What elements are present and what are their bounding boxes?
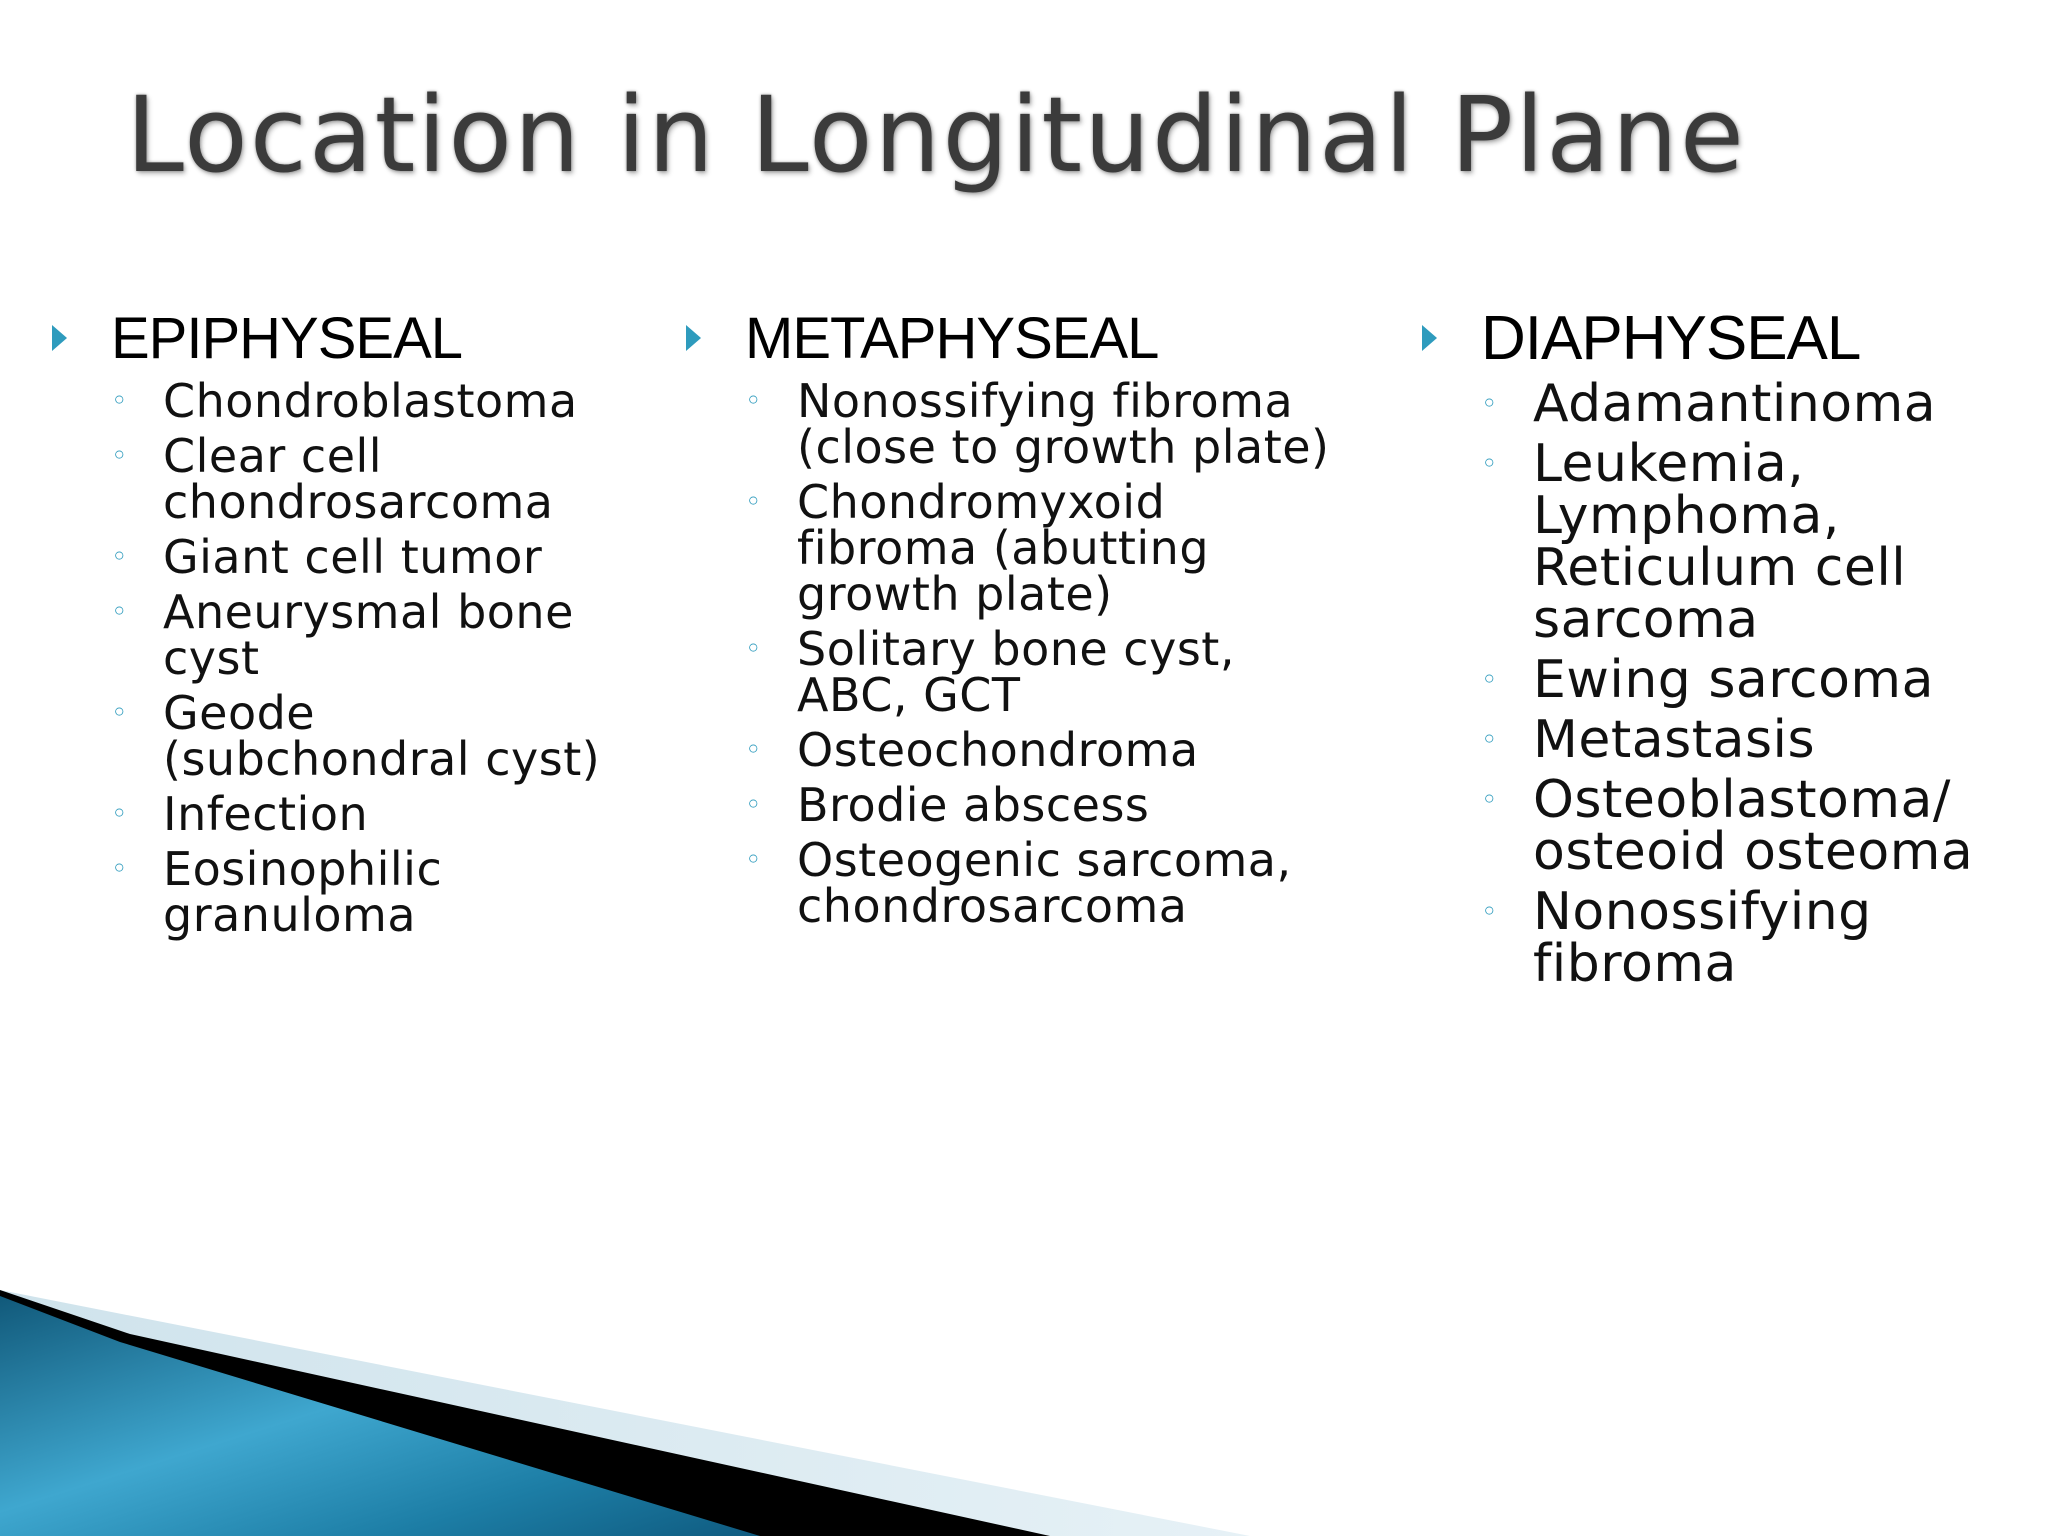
list-item: ◦ Metastasis (1481, 710, 1816, 770)
hollow-circle-icon: ◦ (111, 540, 129, 573)
list-item: ◦ Geode (subchondral cyst) (111, 686, 601, 786)
column-diaphyseal (1414, 298, 2014, 998)
hollow-circle-icon: ◦ (111, 439, 129, 472)
hollow-circle-icon: ◦ (745, 843, 763, 876)
item-list (1414, 374, 2014, 994)
hollow-circle-icon: ◦ (1481, 783, 1499, 816)
hollow-circle-icon: ◦ (1481, 723, 1499, 756)
hollow-circle-icon: ◦ (745, 788, 763, 821)
column-heading: DIAPHYSEAL (1481, 303, 1861, 373)
list-item: ◦ Clear cell chondrosarcoma (111, 429, 554, 529)
list-item: ◦ Infection (111, 787, 369, 841)
hollow-circle-icon: ◦ (111, 797, 129, 830)
hollow-circle-icon: ◦ (745, 485, 763, 518)
list-item: ◦ Chondromyxoid fibroma (abutting growth plate) (745, 475, 1210, 621)
hollow-circle-icon: ◦ (745, 632, 763, 665)
hollow-circle-icon: ◦ (1481, 663, 1499, 696)
triangle-right-icon (686, 325, 701, 351)
list-item: ◦ Leukemia, Lymphoma, Reticulum cell sarcoma (1481, 434, 1907, 650)
list-item: ◦ Aneurysmal bone cyst (111, 585, 574, 685)
triangle-right-icon (52, 325, 67, 351)
list-item: ◦ Adamantinoma (1481, 374, 1937, 434)
hollow-circle-icon: ◦ (1481, 895, 1499, 928)
list-item: ◦ Eosinophilic granuloma (111, 842, 443, 942)
triangle-right-icon (1422, 325, 1437, 351)
list-item: ◦ Osteoblastoma/ osteoid osteoma (1481, 770, 1974, 882)
hollow-circle-icon: ◦ (111, 384, 129, 417)
item-list (678, 374, 1358, 933)
column-heading: METAPHYSEAL (745, 305, 1159, 371)
list-item: ◦ Osteochondroma (745, 723, 1199, 777)
list-item: ◦ Giant cell tumor (111, 530, 543, 584)
column-heading-row (44, 298, 644, 378)
column-heading-row (1414, 298, 2014, 378)
column-epiphyseal (44, 298, 644, 947)
slide-title: Location in Longitudinal Plane (126, 74, 1746, 196)
hollow-circle-icon: ◦ (745, 733, 763, 766)
list-item: ◦ Nonossifying fibroma (close to growth plate) (745, 374, 1330, 474)
list-item: ◦ Solitary bone cyst, ABC, GCT (745, 622, 1235, 722)
list-item: ◦ Nonossifying fibroma (1481, 882, 1872, 994)
list-item: ◦ Brodie abscess (745, 778, 1150, 832)
hollow-circle-icon: ◦ (1481, 447, 1499, 480)
column-heading-row (678, 298, 1358, 378)
hollow-circle-icon: ◦ (111, 852, 129, 885)
decorative-swoosh (0, 1290, 2048, 1536)
hollow-circle-icon: ◦ (111, 696, 129, 729)
hollow-circle-icon: ◦ (1481, 387, 1499, 420)
column-heading: EPIPHYSEAL (111, 305, 463, 371)
item-list (44, 374, 644, 942)
list-item: ◦ Chondroblastoma (111, 374, 578, 428)
hollow-circle-icon: ◦ (111, 595, 129, 628)
list-item: ◦ Osteogenic sarcoma, chondrosarcoma (745, 833, 1292, 933)
list-item: ◦ Ewing sarcoma (1481, 650, 1934, 710)
column-metaphyseal (678, 298, 1358, 938)
hollow-circle-icon: ◦ (745, 384, 763, 417)
